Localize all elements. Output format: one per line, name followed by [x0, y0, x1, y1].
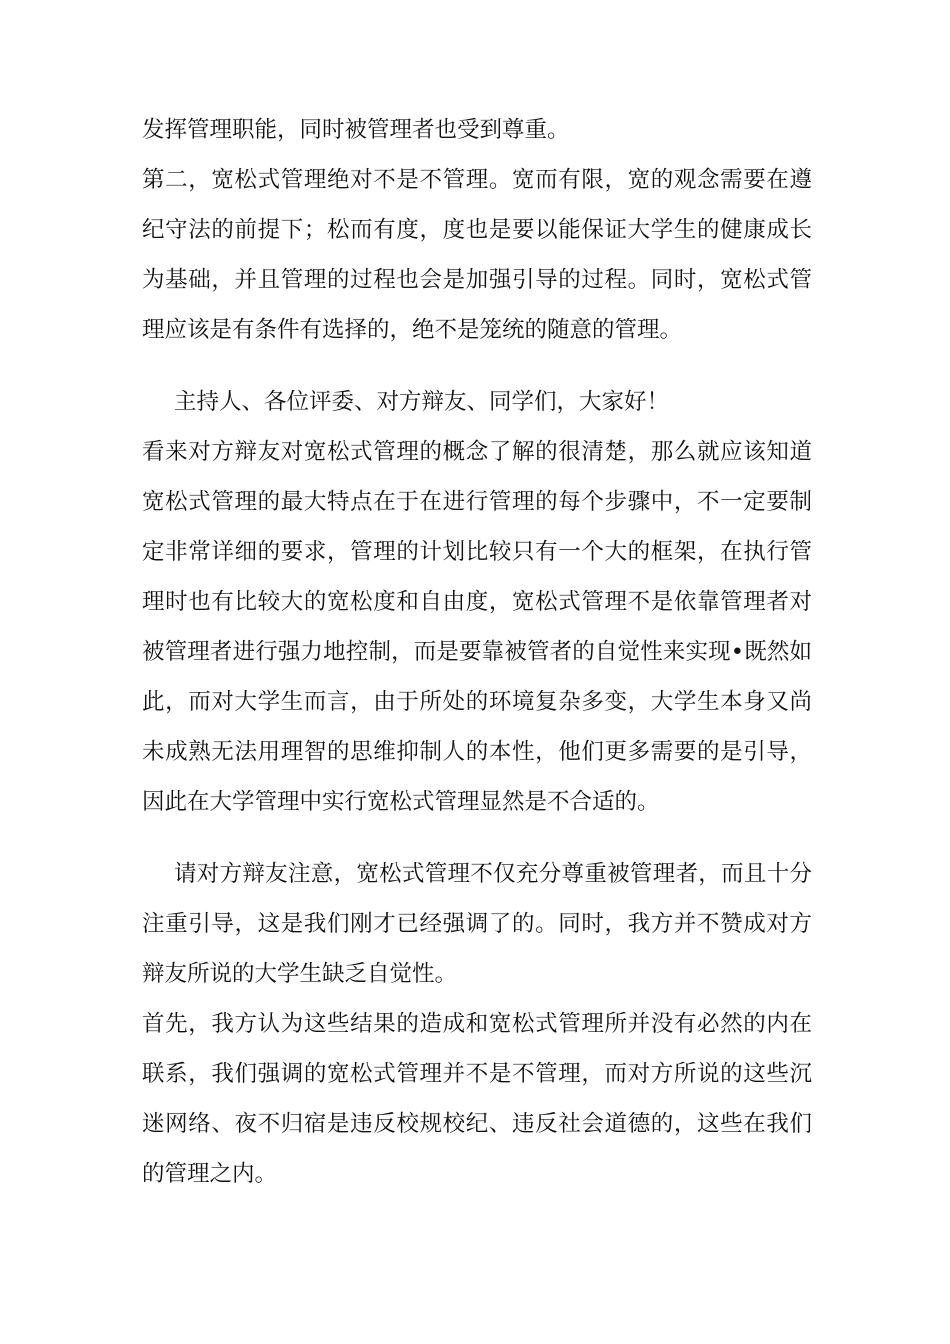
text-line: 为基础，并且管理的过程也会是加强引导的过程。同时，宽松式管 [142, 267, 812, 293]
paragraph-gap [142, 827, 812, 849]
text-line: 首先，我方认为这些结果的造成和宽松式管理所并没有必然的内在 [142, 1011, 812, 1037]
text-line: 请对方辩友注意，宽松式管理不仅充分尊重被管理者，而且十分 [174, 861, 812, 887]
text-line: 理时也有比较大的宽松度和自由度，宽松式管理不是依靠管理者对 [142, 589, 812, 615]
text-line: 辩友所说的大学生缺乏自觉性。 [142, 961, 458, 987]
text-line: 此，而对大学生而言，由于所处的环境复杂多变，大学生本身又尚 [142, 689, 812, 715]
text-line: 迷网络、夜不归宿是违反校规校纪、违反社会道德的，这些在我们 [142, 1111, 812, 1137]
document-body [142, 105, 812, 1199]
text-line: 因此在大学管理中实行宽松式管理显然是不合适的。 [142, 789, 660, 815]
text-line: 第二，宽松式管理绝对不是不管理。宽而有限，宽的观念需要在遵 [142, 167, 812, 193]
paragraph-gap [142, 355, 812, 377]
text-line: 看来对方辩友对宽松式管理的概念了解的很清楚，那么就应该知道 [142, 439, 812, 465]
text-line: 注重引导，这是我们刚才已经强调了的。同时，我方并不赞成对方 [142, 911, 812, 937]
text-line: 定非常详细的要求，管理的计划比较只有一个大的框架，在执行管 [142, 539, 812, 565]
text-line: 被管理者进行强力地控制，而是要靠被管者的自觉性来实现•既然如 [142, 639, 812, 665]
text-line: 主持人、各位评委、对方辩友、同学们，大家好！ [174, 389, 670, 415]
text-line: 发挥管理职能，同时被管理者也受到尊重。 [142, 117, 570, 143]
text-line: 的管理之内。 [142, 1161, 278, 1187]
text-line: 纪守法的前提下；松而有度，度也是要以能保证大学生的健康成长 [142, 217, 812, 243]
text-line: 联系，我们强调的宽松式管理并不是不管理，而对方所说的这些沉 [142, 1061, 812, 1087]
text-line: 未成熟无法用理智的思维抑制人的本性，他们更多需要的是引导， [142, 739, 812, 765]
text-line: 宽松式管理的最大特点在于在进行管理的每个步骤中，不一定要制 [142, 489, 812, 515]
text-line: 理应该是有条件有选择的，绝不是笼统的随意的管理。 [142, 317, 683, 343]
